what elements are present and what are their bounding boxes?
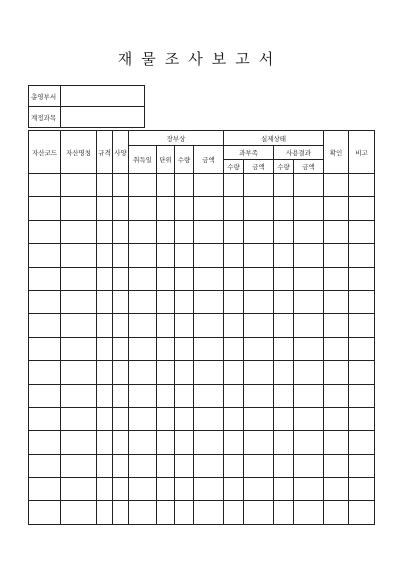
- table-cell[interactable]: [175, 220, 194, 243]
- table-cell[interactable]: [29, 220, 61, 243]
- table-cell[interactable]: [129, 361, 157, 384]
- table-cell[interactable]: [194, 174, 224, 197]
- table-cell[interactable]: [61, 501, 97, 524]
- table-row: [29, 337, 375, 360]
- table-cell[interactable]: [349, 220, 375, 243]
- table-cell[interactable]: [324, 431, 349, 454]
- table-cell[interactable]: [157, 454, 175, 477]
- account-label: 계정과목: [29, 107, 61, 128]
- surplus-qty-header: 수량: [224, 160, 244, 174]
- table-cell[interactable]: [61, 290, 97, 313]
- table-cell[interactable]: [324, 478, 349, 501]
- table-cell[interactable]: [175, 197, 194, 220]
- table-cell[interactable]: [175, 267, 194, 290]
- table-cell[interactable]: [274, 478, 294, 501]
- table-cell[interactable]: [113, 197, 129, 220]
- table-cell[interactable]: [113, 244, 129, 267]
- table-cell[interactable]: [224, 431, 244, 454]
- table-cell[interactable]: [224, 290, 244, 313]
- table-cell[interactable]: [244, 220, 274, 243]
- table-cell[interactable]: [157, 314, 175, 337]
- table-cell[interactable]: [294, 197, 324, 220]
- table-cell[interactable]: [224, 384, 244, 407]
- document-title: 재물조사보고서: [117, 50, 283, 68]
- table-cell[interactable]: [61, 478, 97, 501]
- table-cell[interactable]: [194, 478, 224, 501]
- table-cell[interactable]: [324, 174, 349, 197]
- table-cell[interactable]: [274, 454, 294, 477]
- table-cell[interactable]: [244, 407, 274, 430]
- table-cell[interactable]: [97, 267, 113, 290]
- table-cell[interactable]: [244, 267, 274, 290]
- table-cell[interactable]: [175, 407, 194, 430]
- table-cell[interactable]: [274, 220, 294, 243]
- table-cell[interactable]: [129, 244, 157, 267]
- table-cell[interactable]: [97, 314, 113, 337]
- actual-status-header: 실제상태: [224, 131, 324, 146]
- table-cell[interactable]: [61, 454, 97, 477]
- table-cell[interactable]: [113, 220, 129, 243]
- table-cell[interactable]: [349, 337, 375, 360]
- table-cell[interactable]: [324, 361, 349, 384]
- table-cell[interactable]: [224, 337, 244, 360]
- result-amount-header: 금액: [294, 160, 324, 174]
- table-cell[interactable]: [349, 244, 375, 267]
- table-cell[interactable]: [349, 431, 375, 454]
- table-cell[interactable]: [29, 197, 61, 220]
- table-cell[interactable]: [294, 267, 324, 290]
- asset-code-header: 자산코드: [29, 131, 61, 174]
- table-cell[interactable]: [324, 407, 349, 430]
- inventory-table: [28, 130, 375, 525]
- table-cell[interactable]: [324, 314, 349, 337]
- table-cell[interactable]: [349, 314, 375, 337]
- table-cell[interactable]: [61, 361, 97, 384]
- table-cell[interactable]: [113, 431, 129, 454]
- surplus-amount-header: 금액: [244, 160, 274, 174]
- unit-header: 단위: [157, 146, 175, 174]
- table-cell[interactable]: [324, 384, 349, 407]
- table-cell[interactable]: [274, 267, 294, 290]
- table-cell[interactable]: [97, 407, 113, 430]
- table-cell[interactable]: [224, 454, 244, 477]
- usage-header: 사양: [113, 131, 129, 174]
- table-cell[interactable]: [97, 197, 113, 220]
- table-cell[interactable]: [244, 244, 274, 267]
- table-cell[interactable]: [29, 501, 61, 524]
- table-cell[interactable]: [29, 314, 61, 337]
- ledger-header: 장부상: [129, 131, 224, 146]
- table-cell[interactable]: [244, 361, 274, 384]
- table-cell[interactable]: [194, 454, 224, 477]
- table-row: [29, 501, 375, 524]
- table-cell[interactable]: [29, 244, 61, 267]
- table-cell[interactable]: [113, 407, 129, 430]
- acquired-date-header: 취득일: [129, 146, 157, 174]
- table-cell[interactable]: [274, 337, 294, 360]
- table-cell[interactable]: [274, 174, 294, 197]
- table-row: [29, 174, 375, 197]
- ledger-amount-header: 금액: [194, 146, 224, 174]
- table-cell[interactable]: [97, 174, 113, 197]
- surplus-shortage-header: 과부족: [224, 146, 274, 160]
- table-cell[interactable]: [244, 384, 274, 407]
- table-cell[interactable]: [157, 197, 175, 220]
- table-cell[interactable]: [324, 220, 349, 243]
- table-cell[interactable]: [113, 478, 129, 501]
- table-cell[interactable]: [97, 384, 113, 407]
- table-cell[interactable]: [324, 501, 349, 524]
- table-cell[interactable]: [97, 478, 113, 501]
- table-cell[interactable]: [97, 454, 113, 477]
- table-cell[interactable]: [157, 407, 175, 430]
- table-cell[interactable]: [274, 361, 294, 384]
- table-cell[interactable]: [175, 501, 194, 524]
- table-cell[interactable]: [349, 267, 375, 290]
- table-cell[interactable]: [97, 431, 113, 454]
- table-cell[interactable]: [224, 244, 244, 267]
- table-cell[interactable]: [324, 267, 349, 290]
- table-cell[interactable]: [129, 314, 157, 337]
- table-cell[interactable]: [29, 384, 61, 407]
- table-cell[interactable]: [349, 501, 375, 524]
- table-cell[interactable]: [294, 174, 324, 197]
- table-cell[interactable]: [349, 361, 375, 384]
- table-cell[interactable]: [244, 431, 274, 454]
- table-row: [29, 197, 375, 220]
- table-cell[interactable]: [97, 220, 113, 243]
- table-cell[interactable]: [129, 174, 157, 197]
- table-cell[interactable]: [194, 501, 224, 524]
- table-cell[interactable]: [129, 384, 157, 407]
- table-cell[interactable]: [194, 220, 224, 243]
- table-cell[interactable]: [61, 197, 97, 220]
- table-cell[interactable]: [194, 314, 224, 337]
- ledger-qty-header: 수량: [175, 146, 194, 174]
- table-row: [29, 244, 375, 267]
- table-cell[interactable]: [129, 501, 157, 524]
- table-cell[interactable]: [29, 407, 61, 430]
- table-cell[interactable]: [274, 431, 294, 454]
- table-cell[interactable]: [349, 384, 375, 407]
- table-cell[interactable]: [294, 454, 324, 477]
- table-cell[interactable]: [61, 384, 97, 407]
- table-cell[interactable]: [324, 454, 349, 477]
- table-cell[interactable]: [194, 431, 224, 454]
- table-cell[interactable]: [194, 290, 224, 313]
- table-cell[interactable]: [224, 478, 244, 501]
- table-cell[interactable]: [175, 290, 194, 313]
- table-cell[interactable]: [244, 290, 274, 313]
- table-cell[interactable]: [61, 174, 97, 197]
- table-cell[interactable]: [113, 384, 129, 407]
- table-cell[interactable]: [61, 431, 97, 454]
- table-cell[interactable]: [157, 478, 175, 501]
- table-cell[interactable]: [61, 337, 97, 360]
- table-row: [29, 361, 375, 384]
- table-cell[interactable]: [194, 384, 224, 407]
- table-cell[interactable]: [294, 361, 324, 384]
- table-cell[interactable]: [97, 501, 113, 524]
- table-cell[interactable]: [175, 314, 194, 337]
- usage-result-header: 사용결과: [274, 146, 324, 160]
- table-cell[interactable]: [129, 478, 157, 501]
- table-cell[interactable]: [349, 478, 375, 501]
- table-row: [29, 384, 375, 407]
- table-cell[interactable]: [113, 337, 129, 360]
- table-cell[interactable]: [224, 267, 244, 290]
- table-row: [29, 454, 375, 477]
- table-cell[interactable]: [294, 244, 324, 267]
- table-cell[interactable]: [113, 454, 129, 477]
- table-cell[interactable]: [157, 244, 175, 267]
- table-row: [29, 220, 375, 243]
- table-cell[interactable]: [157, 384, 175, 407]
- table-cell[interactable]: [97, 244, 113, 267]
- table-cell[interactable]: [129, 337, 157, 360]
- table-row: [29, 290, 375, 313]
- table-cell[interactable]: [294, 407, 324, 430]
- table-cell[interactable]: [349, 290, 375, 313]
- table-cell[interactable]: [324, 337, 349, 360]
- table-cell[interactable]: [274, 314, 294, 337]
- table-cell[interactable]: [157, 337, 175, 360]
- table-cell[interactable]: [129, 197, 157, 220]
- table-cell[interactable]: [194, 267, 224, 290]
- table-cell[interactable]: [157, 501, 175, 524]
- table-cell[interactable]: [274, 290, 294, 313]
- table-cell[interactable]: [129, 267, 157, 290]
- table-cell[interactable]: [175, 384, 194, 407]
- table-row: [29, 431, 375, 454]
- table-cell[interactable]: [61, 407, 97, 430]
- table-cell[interactable]: [224, 220, 244, 243]
- table-cell[interactable]: [175, 431, 194, 454]
- table-cell[interactable]: [129, 220, 157, 243]
- table-cell[interactable]: [294, 220, 324, 243]
- table-cell[interactable]: [224, 174, 244, 197]
- confirm-header: 확인: [324, 131, 349, 174]
- table-cell[interactable]: [29, 290, 61, 313]
- table-cell[interactable]: [324, 290, 349, 313]
- table-cell[interactable]: [157, 361, 175, 384]
- table-cell[interactable]: [175, 478, 194, 501]
- table-cell[interactable]: [157, 174, 175, 197]
- table-cell[interactable]: [294, 501, 324, 524]
- table-cell[interactable]: [157, 431, 175, 454]
- table-cell[interactable]: [175, 361, 194, 384]
- department-field[interactable]: [61, 86, 145, 107]
- table-cell[interactable]: [29, 478, 61, 501]
- table-cell[interactable]: [294, 314, 324, 337]
- table-cell[interactable]: [157, 290, 175, 313]
- table-cell[interactable]: [61, 314, 97, 337]
- table-cell[interactable]: [244, 337, 274, 360]
- table-cell[interactable]: [224, 314, 244, 337]
- table-cell[interactable]: [244, 197, 274, 220]
- table-cell[interactable]: [29, 431, 61, 454]
- table-cell[interactable]: [29, 361, 61, 384]
- table-cell[interactable]: [244, 314, 274, 337]
- table-cell[interactable]: [194, 337, 224, 360]
- table-cell[interactable]: [224, 361, 244, 384]
- table-row: [29, 267, 375, 290]
- table-cell[interactable]: [129, 431, 157, 454]
- table-cell[interactable]: [194, 197, 224, 220]
- table-cell[interactable]: [113, 361, 129, 384]
- table-cell[interactable]: [349, 174, 375, 197]
- table-cell[interactable]: [244, 478, 274, 501]
- table-cell[interactable]: [29, 174, 61, 197]
- table-cell[interactable]: [224, 197, 244, 220]
- table-cell[interactable]: [175, 244, 194, 267]
- department-info-table: [28, 85, 145, 128]
- table-cell[interactable]: [274, 197, 294, 220]
- table-cell[interactable]: [244, 174, 274, 197]
- asset-name-header: 자산명칭: [61, 131, 97, 174]
- table-row: [29, 407, 375, 430]
- table-cell[interactable]: [97, 361, 113, 384]
- table-cell[interactable]: [157, 267, 175, 290]
- table-cell[interactable]: [244, 501, 274, 524]
- table-cell[interactable]: [61, 220, 97, 243]
- spec-header: 규격: [97, 131, 113, 174]
- table-cell[interactable]: [29, 454, 61, 477]
- table-cell[interactable]: [194, 244, 224, 267]
- remarks-header: 비고: [349, 131, 375, 174]
- table-cell[interactable]: [113, 314, 129, 337]
- table-cell[interactable]: [349, 197, 375, 220]
- table-cell[interactable]: [175, 174, 194, 197]
- table-cell[interactable]: [274, 244, 294, 267]
- result-qty-header: 수량: [274, 160, 294, 174]
- table-cell[interactable]: [113, 501, 129, 524]
- table-cell[interactable]: [274, 384, 294, 407]
- table-cell[interactable]: [274, 501, 294, 524]
- department-label: 총영부서: [29, 86, 61, 107]
- table-cell[interactable]: [129, 407, 157, 430]
- table-cell[interactable]: [129, 290, 157, 313]
- table-cell[interactable]: [194, 361, 224, 384]
- table-cell[interactable]: [175, 454, 194, 477]
- table-cell[interactable]: [224, 407, 244, 430]
- table-cell[interactable]: [97, 290, 113, 313]
- table-cell[interactable]: [61, 267, 97, 290]
- table-cell[interactable]: [129, 454, 157, 477]
- table-cell[interactable]: [113, 174, 129, 197]
- table-cell[interactable]: [294, 431, 324, 454]
- account-field[interactable]: [61, 107, 145, 128]
- table-cell[interactable]: [294, 337, 324, 360]
- table-cell[interactable]: [29, 267, 61, 290]
- table-cell[interactable]: [175, 337, 194, 360]
- table-cell[interactable]: [294, 478, 324, 501]
- table-cell[interactable]: [29, 337, 61, 360]
- table-cell[interactable]: [113, 267, 129, 290]
- table-row: [29, 314, 375, 337]
- table-cell[interactable]: [324, 244, 349, 267]
- table-cell[interactable]: [349, 407, 375, 430]
- table-cell[interactable]: [194, 407, 224, 430]
- table-row: [29, 478, 375, 501]
- table-cell[interactable]: [324, 197, 349, 220]
- table-cell[interactable]: [157, 220, 175, 243]
- table-cell[interactable]: [294, 290, 324, 313]
- table-cell[interactable]: [97, 337, 113, 360]
- table-cell[interactable]: [113, 290, 129, 313]
- table-cell[interactable]: [274, 407, 294, 430]
- table-cell[interactable]: [61, 244, 97, 267]
- table-cell[interactable]: [294, 384, 324, 407]
- table-cell[interactable]: [349, 454, 375, 477]
- table-cell[interactable]: [224, 501, 244, 524]
- table-cell[interactable]: [244, 454, 274, 477]
